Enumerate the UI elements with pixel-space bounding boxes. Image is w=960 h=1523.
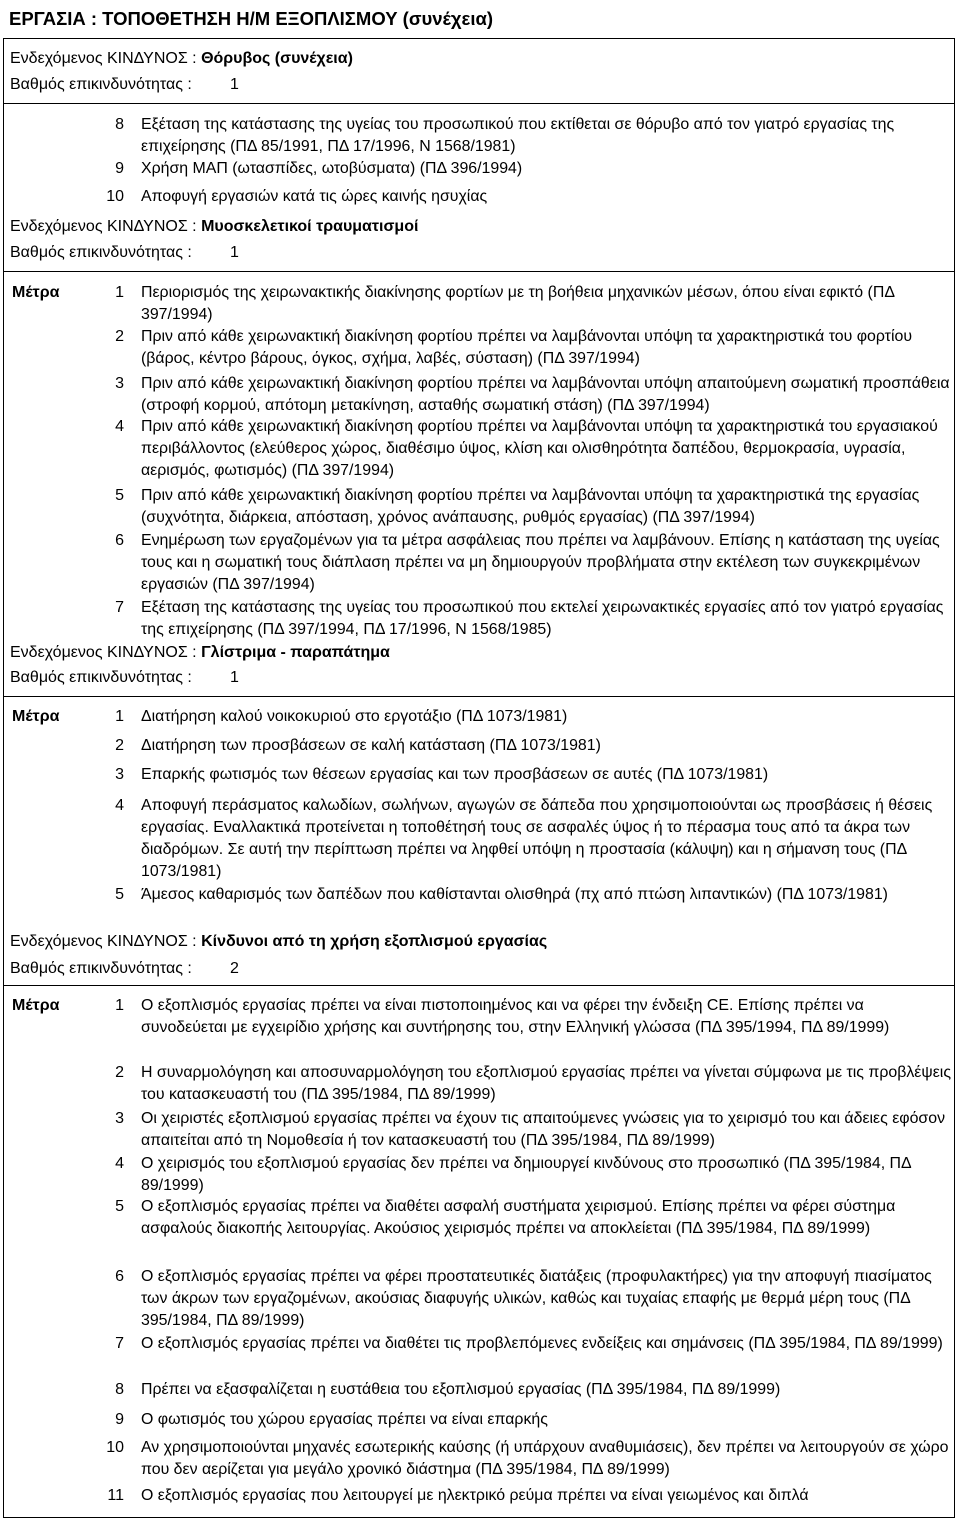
measure-number: 7 xyxy=(115,599,124,616)
measure-number: 3 xyxy=(115,766,124,783)
measure-number: 1 xyxy=(115,997,124,1014)
measure-text: Οι χειριστές εξοπλισμού εργασίας πρέπει να έχουν τις απαιτούμενες γνώσεις για το χειρισμό του και άδειες εφόσον απαιτείται από τη Νομοθεσία ή τον κατασκευαστή του (ΠΔ 395/1984, ΠΔ 89/1999) xyxy=(141,1110,946,1149)
measure-text: Πριν από κάθε χειρωνακτική διακίνηση φορτίου πρέπει να λαμβάνονται υπόψη τα χαρακτηριστικά του εργασιακού περιβάλλοντος (ελεύθερος χώρος, διαθέσιμο ύψος, κλίση και ολισθηρότητα δαπέδου, θερμοκρασία, υγρασία, αερισμός, φωτισμός) (ΠΔ 397/1994) xyxy=(141,418,938,479)
divider xyxy=(4,696,955,697)
measure-text: Πριν από κάθε χειρωνακτική διακίνηση φορτίου πρέπει να λαμβάνονται υπόψη τα χαρακτηριστικά της εργασίας (συχνότητα, διάρκεια, απόσταση, χρόνος ανάπαυσης, ρυθμός εργασίας) (ΠΔ 397/1994) xyxy=(141,487,920,526)
risk-name: Μυοσκελετικοί τραυματισμοί xyxy=(201,218,419,235)
risk-grade-label: Βαθμός επικινδυνότητας : xyxy=(10,244,192,261)
measure-number: 4 xyxy=(115,418,124,435)
measure-number: 10 xyxy=(106,188,124,205)
risk-grade-value: 1 xyxy=(230,669,239,686)
measure-number: 6 xyxy=(115,532,124,549)
measure-number: 3 xyxy=(115,375,124,392)
measure-text: Διατήρηση των προσβάσεων σε καλή κατάσταση (ΠΔ 1073/1981) xyxy=(141,737,601,754)
risk-heading xyxy=(10,931,547,953)
risk-name: Γλίστριμα - παραπάτημα xyxy=(201,644,390,661)
risk-label: Ενδεχόμενος ΚΙΝΔΥΝΟΣ : xyxy=(10,644,202,661)
risk-label: Ενδεχόμενος ΚΙΝΔΥΝΟΣ : xyxy=(10,933,202,950)
risk-grade-label: Βαθμός επικινδυνότητας : xyxy=(10,76,192,93)
measure-text: Χρήση ΜΑΠ (ωτασπίδες, ωτοβύσματα) (ΠΔ 396/1994) xyxy=(141,160,523,177)
risk-name: Θόρυβος (συνέχεια) xyxy=(201,50,353,67)
risk-grade-value: 1 xyxy=(230,244,239,261)
measure-text: Πρέπει να εξασφαλίζεται η ευστάθεια του εξοπλισμού εργασίας (ΠΔ 395/1984, ΠΔ 89/1999) xyxy=(141,1381,781,1398)
measures-label: Μέτρα xyxy=(12,284,60,301)
measure-number: 5 xyxy=(115,1198,124,1215)
risk-label: Ενδεχόμενος ΚΙΝΔΥΝΟΣ : xyxy=(10,218,202,235)
risk-grade-label: Βαθμός επικινδυνότητας : xyxy=(10,960,192,977)
measure-number: 7 xyxy=(115,1335,124,1352)
risk-grade xyxy=(10,242,239,264)
measure-number: 10 xyxy=(106,1439,124,1456)
divider xyxy=(4,985,955,986)
risk-label: Ενδεχόμενος ΚΙΝΔΥΝΟΣ : xyxy=(10,50,202,67)
measure-number: 5 xyxy=(115,886,124,903)
measure-text: Ο χειρισμός του εξοπλισμού εργασίας δεν πρέπει να δημιουργεί κινδύνους στο προσωπικό (ΠΔ 395/1984, ΠΔ 89/1999) xyxy=(141,1155,911,1194)
measure-number: 8 xyxy=(115,116,124,133)
measures-label: Μέτρα xyxy=(12,708,60,725)
measure-text: Ο εξοπλισμός εργασίας πρέπει να είναι πιστοποιημένος και να φέρει την ένδειξη CE. Επίσης πρέπει να συνοδεύεται με εγχειρίδιο χρήσης και συντήρησης του, στην Ελληνική γλώσσα (ΠΔ 395/1994, ΠΔ 89/1999) xyxy=(141,997,890,1036)
measure-number: 3 xyxy=(115,1110,124,1127)
risk-heading xyxy=(10,642,390,664)
measure-text: Πριν από κάθε χειρωνακτική διακίνηση φορτίου πρέπει να λαμβάνονται υπόψη απαιτούμενη σωματική προσπάθεια (στροφή κορμού, απότομη μετακίνηση, ασταθής σωματική στάση) (ΠΔ 397/1994) xyxy=(141,375,950,414)
measure-number: 4 xyxy=(115,797,124,814)
measure-text: Ο εξοπλισμός εργασίας πρέπει να διαθέτει τις προβλεπόμενες ενδείξεις και σημάνσεις (ΠΔ 395/1984, ΠΔ 89/1999) xyxy=(141,1335,943,1352)
measure-number: 1 xyxy=(115,708,124,725)
risk-grade-value: 2 xyxy=(230,960,239,977)
risk-grade xyxy=(10,958,239,980)
measure-text: Ο φωτισμός του χώρου εργασίας πρέπει να είναι επαρκής xyxy=(141,1411,548,1428)
measure-number: 9 xyxy=(115,160,124,177)
measure-number: 6 xyxy=(115,1268,124,1285)
risk-grade xyxy=(10,667,239,689)
measure-text: Άμεσος καθαρισμός των δαπέδων που καθίστανται ολισθηρά (πχ από πτώση λιπαντικών) (ΠΔ 1073/1981) xyxy=(141,886,888,903)
measure-number: 9 xyxy=(115,1411,124,1428)
divider xyxy=(4,271,955,272)
measure-text: Διατήρηση καλού νοικοκυριού στο εργοτάξιο (ΠΔ 1073/1981) xyxy=(141,708,568,725)
measure-text: Ο εξοπλισμός εργασίας πρέπει να φέρει προστατευτικές διατάξεις (προφυλακτήρες) για την αποφυγή πιασίματος των άκρων των εργαζομένων, ακούσιας διαφυγής υλικών, καθώς και τυχαίας επαφής με θερμά μέρη τους (ΠΔ 395/1984, ΠΔ 89/1999) xyxy=(141,1268,932,1329)
measure-text: Ενημέρωση των εργαζομένων για τα μέτρα ασφάλειας που πρέπει να λαμβάνουν. Επίσης η κατάσταση της υγείας τους και η σωματική τους διάπλαση πρέπει να μη δημιουργούν προβλήματα στην εκτέλεση των συγκεκριμένων εργασιών (ΠΔ 397/1994) xyxy=(141,532,940,593)
page-title: ΕΡΓΑΣΙΑ : ΤΟΠΟΘΕΤΗΣΗ Η/Μ ΕΞΟΠΛΙΣΜΟΥ (συνέχεια) xyxy=(9,8,493,29)
measure-number: 2 xyxy=(115,328,124,345)
measure-number: 5 xyxy=(115,487,124,504)
measure-text: Περιορισμός της χειρωνακτικής διακίνησης φορτίων με τη βοήθεια μηχανικών μέσων, όπου είναι εφικτό (ΠΔ 397/1994) xyxy=(141,284,895,323)
measure-text: Η συναρμολόγηση και αποσυναρμολόγηση του εξοπλισμού εργασίας πρέπει να γίνεται σύμφωνα με τις προβλέψεις του κατασκευαστή του (ΠΔ 395/1984, ΠΔ 89/1999) xyxy=(141,1064,951,1103)
risk-heading xyxy=(10,48,353,70)
measure-text: Ο εξοπλισμός εργασίας που λειτουργεί με ηλεκτρικό ρεύμα πρέπει να είναι γειωμένος και διπλά xyxy=(141,1487,809,1504)
measure-text: Αποφυγή περάσματος καλωδίων, σωλήνων, αγωγών σε δάπεδα που χρησιμοποιούνται ως προσβάσεις ή θέσεις εργασίας. Εναλλακτικά προτείνεται η τοποθέτησή τους σε ασφαλές ύψος ή το πέρασμα τους από τα άκρα των διαδρόμων. Σε αυτή την περίπτωση πρέπει να ληφθεί υπόψη η προστασία (κάλυψη) και η σήμανση τους (ΠΔ 1073/1981) xyxy=(141,797,933,880)
risk-grade-label: Βαθμός επικινδυνότητας : xyxy=(10,669,192,686)
risk-grade xyxy=(10,74,239,96)
measure-number: 2 xyxy=(115,1064,124,1081)
measure-text: Επαρκής φωτισμός των θέσεων εργασίας και των προσβάσεων σε αυτές (ΠΔ 1073/1981) xyxy=(141,766,769,783)
risk-heading xyxy=(10,216,418,238)
measure-text: Πριν από κάθε χειρωνακτική διακίνηση φορτίου πρέπει να λαμβάνονται υπόψη τα χαρακτηριστικά του φορτίου (βάρος, κέντρο βάρους, όγκος, σχήμα, λαβές, σύσταση) (ΠΔ 397/1994) xyxy=(141,328,913,367)
measure-text: Εξέταση της κατάστασης της υγείας του προσωπικού που εκτελεί χειρωνακτικές εργασίες από τον γιατρό εργασίας της επιχείρησης (ΠΔ 397/1994, ΠΔ 17/1996, Ν 1568/1985) xyxy=(141,599,944,638)
risk-grade-value: 1 xyxy=(230,76,239,93)
measure-text: Αν χρησιμοποιούνται μηχανές εσωτερικής καύσης (ή υπάρχουν αναθυμιάσεις), δεν πρέπει να λειτουργούν σε χώρο που δεν αερίζεται για μεγάλο χρονικό διάστημα (ΠΔ 395/1984, ΠΔ 89/1999) xyxy=(141,1439,949,1478)
divider xyxy=(4,103,955,104)
measure-text: Εξέταση της κατάστασης της υγείας του προσωπικού που εκτίθεται σε θόρυβο από τον γιατρό εργασίας της επιχείρησης (ΠΔ 85/1991, ΠΔ 17/1996, Ν 1568/1981) xyxy=(141,116,895,155)
measure-number: 11 xyxy=(107,1487,124,1504)
measure-number: 2 xyxy=(115,737,124,754)
risk-name: Κίνδυνοι από τη χρήση εξοπλισμού εργασίας xyxy=(201,933,548,950)
measure-text: Αποφυγή εργασιών κατά τις ώρες καινής ησυχίας xyxy=(141,188,488,205)
measure-number: 1 xyxy=(115,284,124,301)
measures-label: Μέτρα xyxy=(12,997,60,1014)
measure-text: Ο εξοπλισμός εργασίας πρέπει να διαθέτει ασφαλή συστήματα χειρισμού. Επίσης πρέπει να φέρει σύστημα ασφαλούς διακοπής λειτουργίας. Ακούσιος χειρισμός πρέπει να αποκλείεται (ΠΔ 395/1984, ΠΔ 89/1999) xyxy=(141,1198,896,1237)
measure-number: 8 xyxy=(115,1381,124,1398)
measure-number: 4 xyxy=(115,1155,124,1172)
